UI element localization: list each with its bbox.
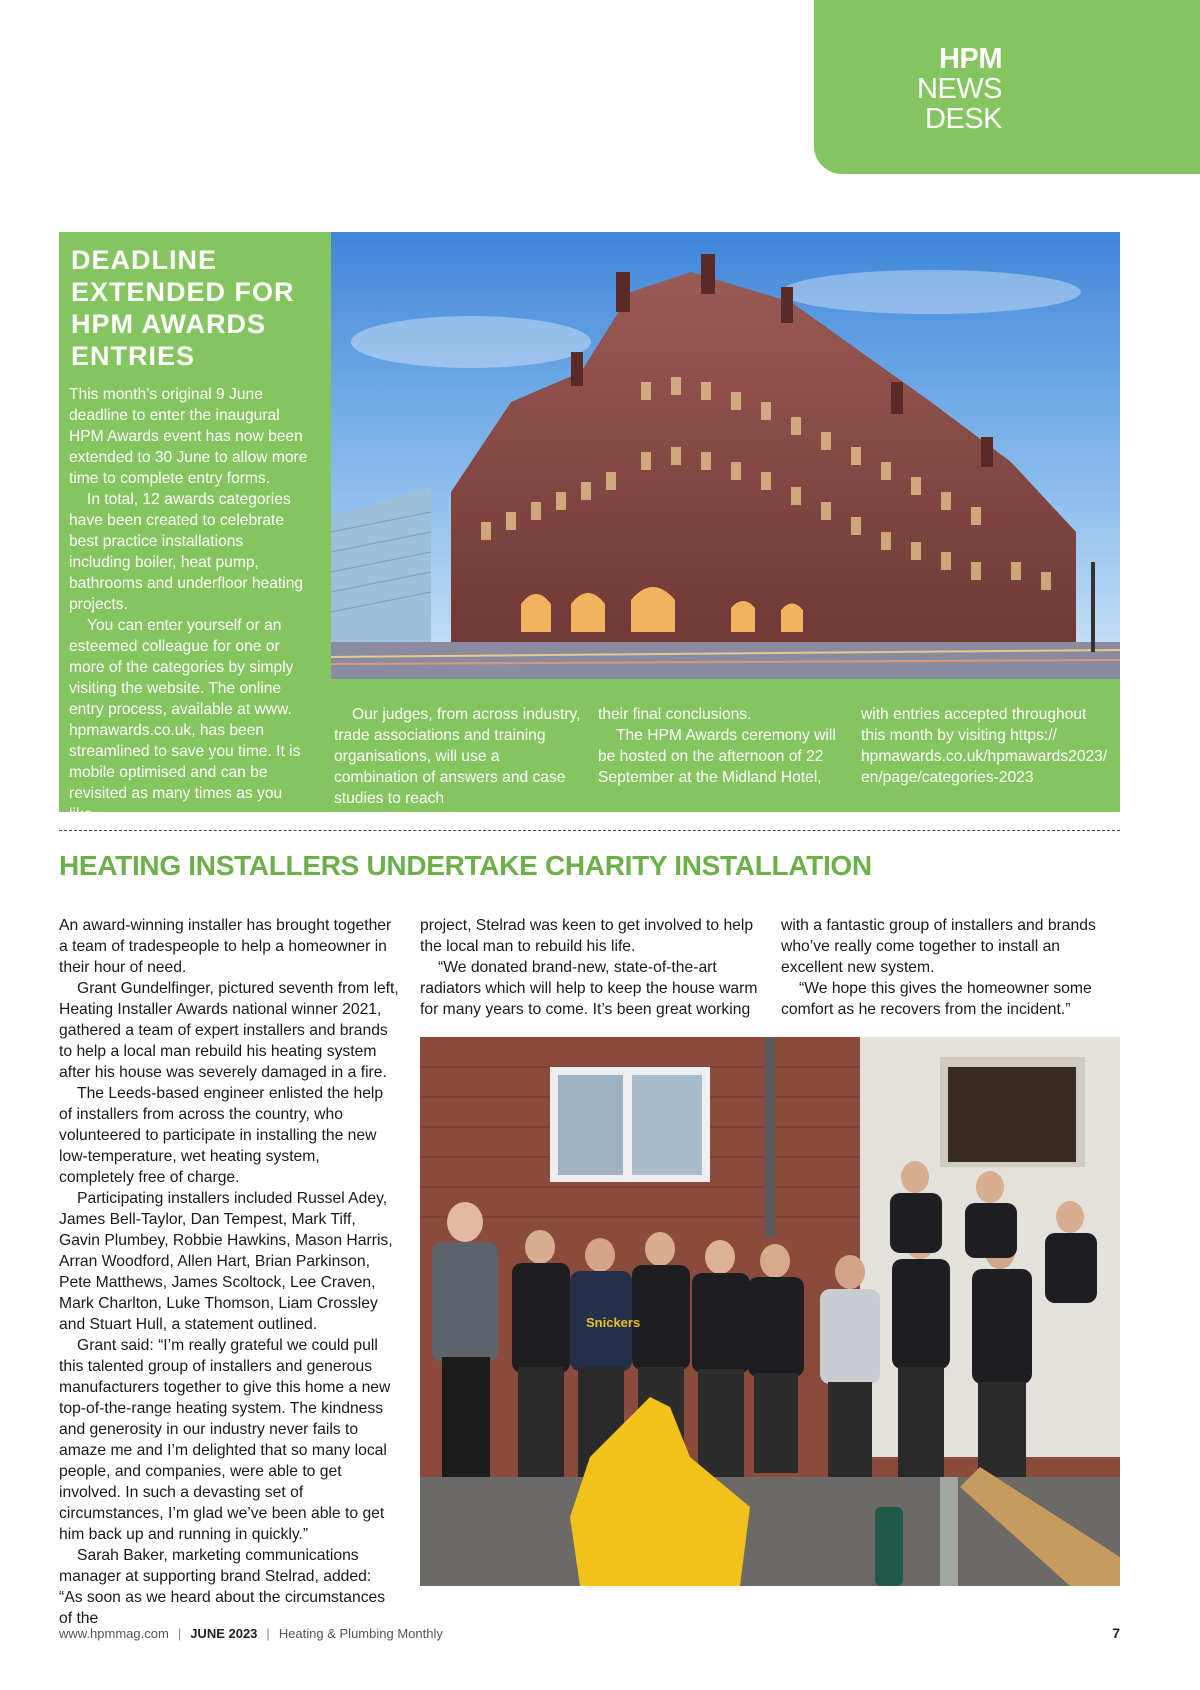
badge-line-3: DESK (925, 103, 1002, 135)
hotel-illustration (331, 232, 1120, 679)
page-footer: www.hpmmag.com | JUNE 2023 | Heating & Plumbing Monthly (59, 1626, 443, 1641)
footer-issue: JUNE 2023 (190, 1626, 258, 1641)
article-paragraph: Sarah Baker, marketing communications manager at supporting brand Stelrad, added: “As soon as we heard about the circumstances of the (59, 1547, 386, 1627)
awards-paragraph: You can enter yourself or an esteemed colleague for one or more of the categories by simply visiting the website. The online entry process, available at www. hpmawards.co.uk, has been streamlined to save you time. It is mobile optimised and can be revisited as many times as you like. (69, 617, 301, 823)
footer-website: www.hpmmag.com (59, 1626, 169, 1641)
awards-paragraph: In total, 12 awards categories have been created to celebrate best practice installations including boiler, heat pump, bathrooms and underfloor heating projects. (69, 491, 304, 613)
article-paragraph: An award-winning installer has brought together a team of tradespeople to help a homeowner in their hour of need. (59, 917, 392, 976)
article-paragraph: Grant said: “I’m really grateful we could pull this talented group of installers and generous manufacturers together to give this home a new top-of-the-range heating system. The kindness and generosity in our industry never fails to amaze me and I’m delighted that so many local people, and companies, were able to get involved. In such a devasting set of circumstances, I’m glad we’ve been able to get him back up and running in quickly.” (59, 1337, 391, 1543)
badge-text (917, 44, 1002, 134)
charity-headline: HEATING INSTALLERS UNDERTAKE CHARITY INSTALLATION (59, 850, 872, 881)
charity-column-1 (59, 915, 399, 1629)
awards-paragraph: with entries accepted throughout this month by visiting https:// hpmawards.co.uk/hpmawards2023/ en/page/categories-2023 (861, 706, 1108, 786)
charity-column-2 (420, 915, 762, 1020)
article-paragraph: “We hope this gives the homeowner some comfort as he recovers from the incident.” (781, 980, 1092, 1018)
article-paragraph: Grant Gundelfinger, pictured seventh from left, Heating Installer Awards national winner 2021, gathered a team of expert installers and brands to help a local man rebuild his heating system after his house was severely damaged in a fire. (59, 980, 399, 1081)
article-paragraph: The Leeds-based engineer enlisted the help of installers from across the country, who volunteered to participate in installing the new low-temperature, wet heating system, completely free of charge. (59, 1085, 384, 1186)
badge-line-1: HPM (939, 43, 1002, 75)
news-desk-badge (814, 0, 1200, 174)
awards-paragraph: their final conclusions. (598, 706, 752, 723)
vest-logo-text: Snickers (586, 1315, 641, 1330)
installers-group-photo (420, 1037, 1120, 1586)
article-paragraph: Participating installers included Russel Adey, James Bell-Taylor, Dan Tempest, Mark Tiff, Gavin Plumbey, Robbie Hawkins, Mason Harris, Arran Woodford, Allen Hart, Brian Parkinson, Pete Matthews, James Scoltock, Lee Craven, Mark Charlton, Luke Thomson, Liam Crossley and Stuart Hull, a statement outlined. (59, 1190, 393, 1333)
awards-column-3 (598, 704, 838, 788)
section-divider (59, 830, 1120, 831)
awards-column-2 (334, 704, 582, 809)
awards-paragraph: The HPM Awards ceremony will be hosted on the afternoon of 22 September at the Midland Hotel, (598, 727, 836, 786)
page-number: 7 (1112, 1625, 1120, 1641)
awards-column-4 (861, 704, 1113, 788)
article-paragraph: “We donated brand-new, state-of-the-art radiators which will help to keep the house warm for many years to come. It’s been great working (420, 959, 758, 1018)
awards-paragraph: Our judges, from across industry, trade associations and training organisations, will use a combination of answers and case studies to reach (334, 706, 581, 807)
awards-panel (59, 232, 1120, 823)
awards-column-1 (69, 384, 309, 825)
article-paragraph: with a fantastic group of installers and brands who’ve really come together to install an excellent new system. (781, 917, 1096, 976)
footer-magazine: Heating & Plumbing Monthly (278, 1626, 443, 1641)
group-photo-illustration (420, 1037, 1120, 1586)
midland-hotel-photo (331, 232, 1120, 679)
awards-title: DEADLINE EXTENDED FOR HPM AWARDS ENTRIES (71, 245, 295, 371)
charity-column-3 (781, 915, 1120, 1020)
article-paragraph: project, Stelrad was keen to get involved to help the local man to rebuild his life. (420, 917, 754, 955)
awards-paragraph: This month’s original 9 June deadline to enter the inaugural HPM Awards event has now been extended to 30 June to allow more time to complete entry forms. (69, 386, 308, 487)
badge-line-2: NEWS (917, 73, 1002, 105)
